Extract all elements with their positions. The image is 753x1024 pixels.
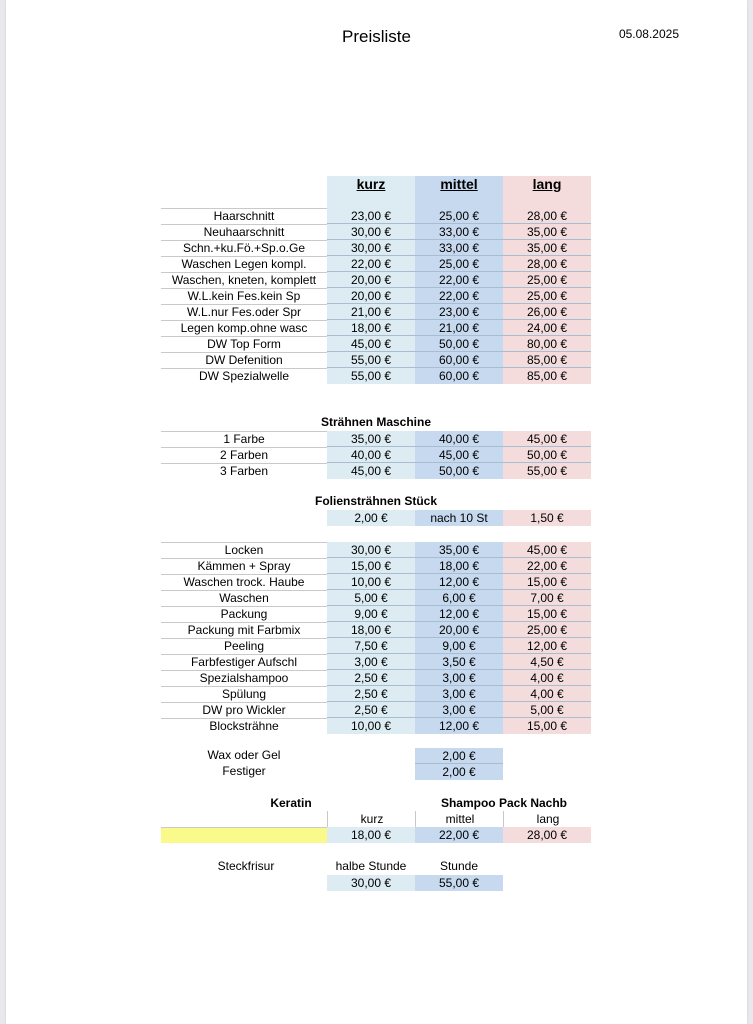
price-lang: 25,00 € xyxy=(503,622,591,638)
price-lang: 25,00 € xyxy=(503,288,591,304)
price-kurz: 30,00 € xyxy=(327,240,415,256)
service-name: Peeling xyxy=(161,638,327,654)
price-mittel: 60,00 € xyxy=(415,368,503,384)
service-name: Spülung xyxy=(161,686,327,702)
price-lang: 26,00 € xyxy=(503,304,591,320)
service-name: Legen komp.ohne wasc xyxy=(161,320,327,336)
price-kurz: 2,50 € xyxy=(327,670,415,686)
price-kurz: 2,50 € xyxy=(327,686,415,702)
price-kurz: 22,00 € xyxy=(327,256,415,272)
price-mittel: 33,00 € xyxy=(415,224,503,240)
price-kurz: 55,00 € xyxy=(327,352,415,368)
service-name: Kämmen + Spray xyxy=(161,558,327,574)
price-lang: 15,00 € xyxy=(503,606,591,622)
price-lang: 45,00 € xyxy=(503,542,591,558)
service-name: Haarschnitt xyxy=(161,208,327,224)
service-name: DW pro Wickler xyxy=(161,702,327,718)
price-mittel: 50,00 € xyxy=(415,336,503,352)
page-date: 05.08.2025 xyxy=(618,27,679,41)
styling-label: Wax oder Gel xyxy=(207,748,281,762)
price-lang: 85,00 € xyxy=(503,368,591,384)
price-lang: 5,00 € xyxy=(503,702,591,718)
service-name: Neuhaarschnitt xyxy=(161,224,327,240)
price-kurz: 3,00 € xyxy=(327,654,415,670)
keratin-mittel: 22,00 € xyxy=(415,827,503,843)
price-kurz: 40,00 € xyxy=(327,447,415,463)
price-lang: 4,50 € xyxy=(503,654,591,670)
service-name: 3 Farben xyxy=(161,463,327,479)
steckfrisur-hour: 55,00 € xyxy=(415,875,503,891)
price-lang: 4,00 € xyxy=(503,670,591,686)
steckfrisur-hour-label: Stunde xyxy=(439,859,479,873)
header-lang: lang xyxy=(503,176,591,198)
price-mittel: 22,00 € xyxy=(415,272,503,288)
price-mittel: 12,00 € xyxy=(415,606,503,622)
service-name: 2 Farben xyxy=(161,447,327,463)
price-mittel: 50,00 € xyxy=(415,463,503,479)
price-mittel: 33,00 € xyxy=(415,240,503,256)
folien-mittel: nach 10 St xyxy=(415,510,503,526)
price-kurz: 35,00 € xyxy=(327,431,415,447)
service-name: W.L.nur Fes.oder Spr xyxy=(161,304,327,320)
price-lang: 85,00 € xyxy=(503,352,591,368)
price-lang: 25,00 € xyxy=(503,272,591,288)
price-kurz: 45,00 € xyxy=(327,336,415,352)
service-name: W.L.kein Fes.kein Sp xyxy=(161,288,327,304)
price-mittel: 25,00 € xyxy=(415,256,503,272)
price-lang: 55,00 € xyxy=(503,463,591,479)
price-lang: 50,00 € xyxy=(503,447,591,463)
price-mittel: 18,00 € xyxy=(415,558,503,574)
price-kurz: 15,00 € xyxy=(327,558,415,574)
service-name: DW Top Form xyxy=(161,336,327,352)
service-name: Schn.+ku.Fö.+Sp.o.Ge xyxy=(161,240,327,256)
price-lang: 22,00 € xyxy=(503,558,591,574)
styling-label: Festiger xyxy=(222,764,266,778)
keratin-kurz: 18,00 € xyxy=(327,827,415,843)
service-name: DW Defenition xyxy=(161,352,327,368)
price-mittel: 60,00 € xyxy=(415,352,503,368)
price-lang: 12,00 € xyxy=(503,638,591,654)
price-kurz: 30,00 € xyxy=(327,542,415,558)
keratin-mittel-label: mittel xyxy=(415,811,504,827)
price-lang: 28,00 € xyxy=(503,256,591,272)
service-name: Farbfestiger Aufschl xyxy=(161,654,327,670)
folien-kurz: 2,00 € xyxy=(327,510,415,526)
price-kurz: 10,00 € xyxy=(327,574,415,590)
price-mittel: 22,00 € xyxy=(415,288,503,304)
price-mittel: 25,00 € xyxy=(415,208,503,224)
shampoo-pack-label: Shampoo Pack Nachb xyxy=(440,796,568,810)
folien-lang: 1,50 € xyxy=(503,510,591,526)
price-mittel: 21,00 € xyxy=(415,320,503,336)
price-mittel: 3,00 € xyxy=(415,702,503,718)
price-kurz: 2,50 € xyxy=(327,702,415,718)
keratin-highlight xyxy=(161,827,327,843)
styling-price: 2,00 € xyxy=(415,748,503,764)
price-mittel: 20,00 € xyxy=(415,622,503,638)
price-lang: 4,00 € xyxy=(503,686,591,702)
service-name: Waschen Legen kompl. xyxy=(161,256,327,272)
price-lang: 28,00 € xyxy=(503,208,591,224)
price-kurz: 55,00 € xyxy=(327,368,415,384)
price-mittel: 45,00 € xyxy=(415,447,503,463)
price-lang: 35,00 € xyxy=(503,224,591,240)
price-kurz: 20,00 € xyxy=(327,288,415,304)
keratin-label: Keratin xyxy=(270,796,312,810)
service-name: Waschen, kneten, komplett xyxy=(161,272,327,288)
header-mittel: mittel xyxy=(415,176,503,198)
price-kurz: 18,00 € xyxy=(327,622,415,638)
service-name: Waschen xyxy=(161,590,327,606)
price-lang: 15,00 € xyxy=(503,574,591,590)
price-list-page xyxy=(6,0,747,1024)
keratin-lang: 28,00 € xyxy=(503,827,591,843)
service-name: Locken xyxy=(161,542,327,558)
price-lang: 7,00 € xyxy=(503,590,591,606)
price-kurz: 20,00 € xyxy=(327,272,415,288)
service-name: Waschen trock. Haube xyxy=(161,574,327,590)
price-mittel: 9,00 € xyxy=(415,638,503,654)
price-lang: 35,00 € xyxy=(503,240,591,256)
header-kurz: kurz xyxy=(327,176,415,198)
page-title: Preisliste xyxy=(342,27,411,46)
price-kurz: 30,00 € xyxy=(327,224,415,240)
service-name: Packung xyxy=(161,606,327,622)
price-kurz: 45,00 € xyxy=(327,463,415,479)
service-name: 1 Farbe xyxy=(161,431,327,447)
price-lang: 45,00 € xyxy=(503,431,591,447)
price-mittel: 3,00 € xyxy=(415,686,503,702)
steckfrisur-half-label: halbe Stunde xyxy=(335,859,407,873)
service-name: Blocksträhne xyxy=(161,718,327,734)
price-kurz: 7,50 € xyxy=(327,638,415,654)
keratin-kurz-label: kurz xyxy=(327,811,416,827)
price-mittel: 3,50 € xyxy=(415,654,503,670)
price-kurz: 5,00 € xyxy=(327,590,415,606)
keratin-lang-label: lang xyxy=(503,811,592,827)
price-mittel: 40,00 € xyxy=(415,431,503,447)
price-kurz: 10,00 € xyxy=(327,718,415,734)
price-kurz: 23,00 € xyxy=(327,208,415,224)
price-mittel: 12,00 € xyxy=(415,574,503,590)
price-mittel: 12,00 € xyxy=(415,718,503,734)
price-mittel: 6,00 € xyxy=(415,590,503,606)
straehnen-title: Strähnen Maschine xyxy=(320,415,432,429)
service-name: DW Spezialwelle xyxy=(161,368,327,384)
price-mittel: 35,00 € xyxy=(415,542,503,558)
folien-title: Foliensträhnen Stück xyxy=(314,494,438,508)
styling-price: 2,00 € xyxy=(415,764,503,780)
price-mittel: 23,00 € xyxy=(415,304,503,320)
service-name: Spezialshampoo xyxy=(161,670,327,686)
steckfrisur-label: Steckfrisur xyxy=(217,859,275,873)
price-kurz: 18,00 € xyxy=(327,320,415,336)
price-mittel: 3,00 € xyxy=(415,670,503,686)
price-lang: 24,00 € xyxy=(503,320,591,336)
price-kurz: 21,00 € xyxy=(327,304,415,320)
price-lang: 15,00 € xyxy=(503,718,591,734)
service-name: Packung mit Farbmix xyxy=(161,622,327,638)
steckfrisur-half: 30,00 € xyxy=(327,875,415,891)
price-kurz: 9,00 € xyxy=(327,606,415,622)
price-lang: 80,00 € xyxy=(503,336,591,352)
